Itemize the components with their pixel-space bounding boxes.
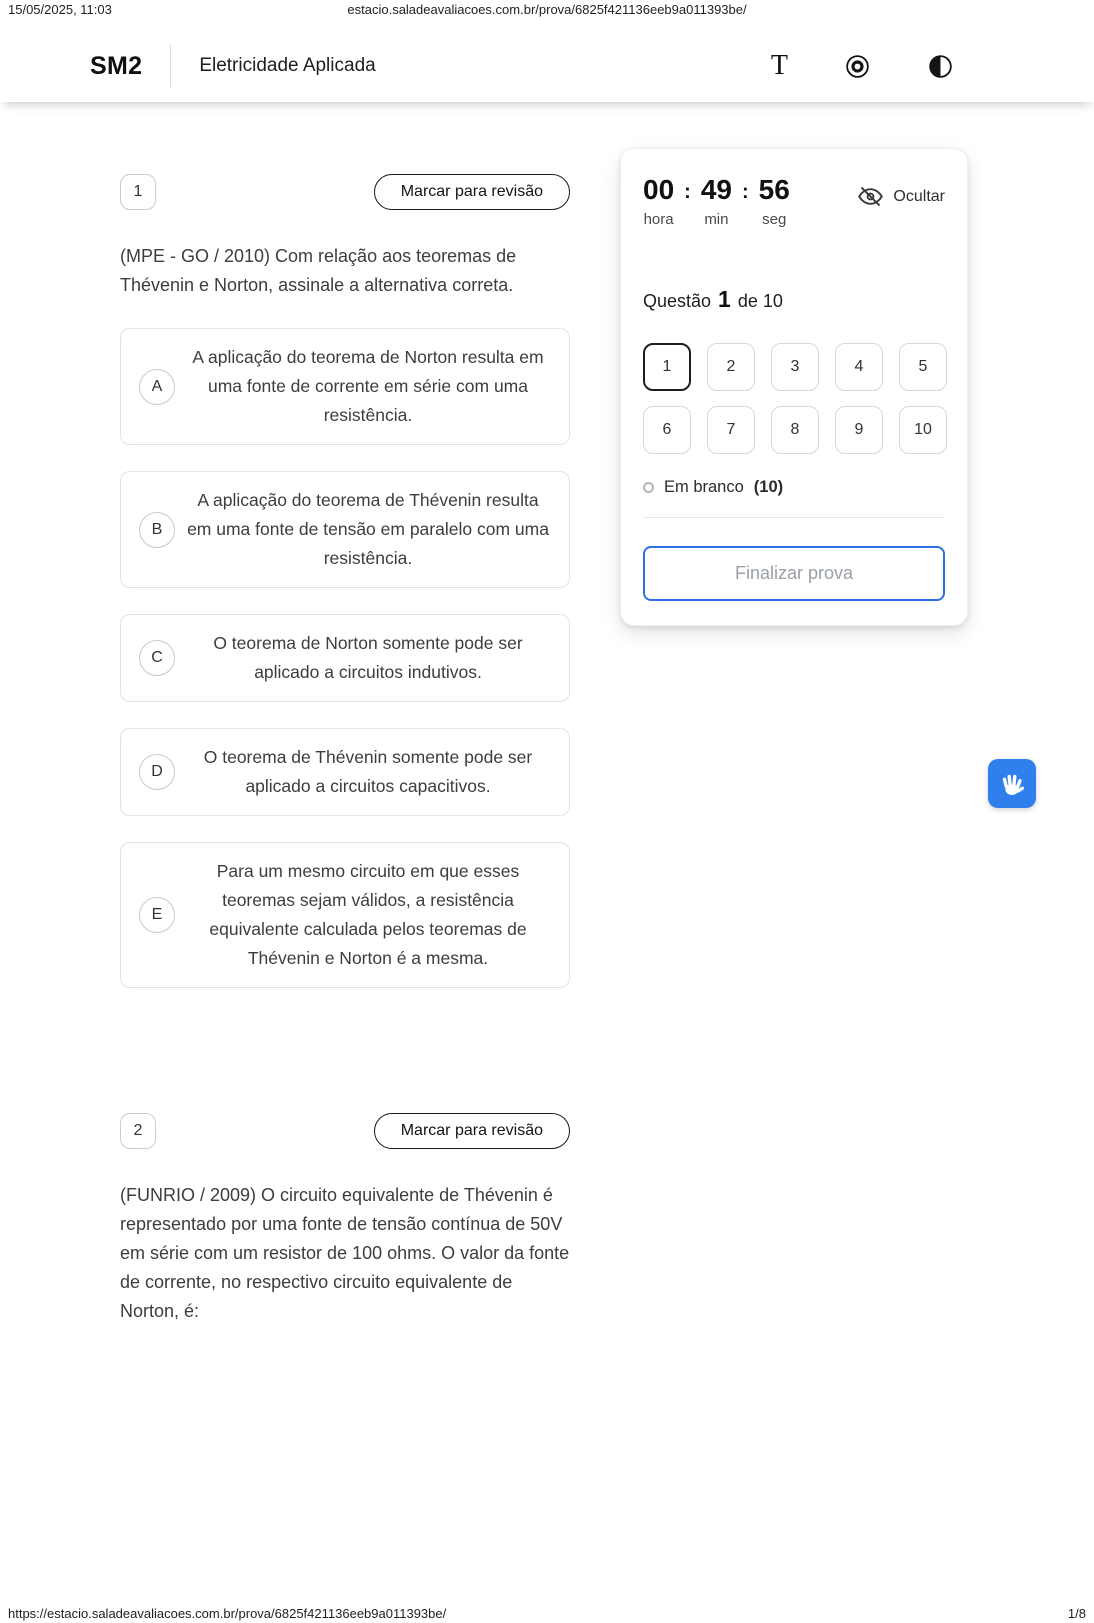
question-nav-button-6[interactable]: 6: [643, 406, 691, 454]
eye-off-icon: [857, 183, 884, 210]
question-1-header: [120, 174, 570, 210]
libras-hand-icon: [997, 769, 1027, 799]
focus-icon: [844, 53, 871, 80]
question-progress: [643, 286, 945, 313]
header-actions: [769, 50, 956, 82]
progress-current: 1: [718, 286, 731, 312]
print-header: [0, 2, 1094, 17]
question-text: (FUNRIO / 2009) O circuito equivalente de Thévenin é representado por uma fonte de tensão contínua de 50V em série com um resistor de 100 ohms. O valor da fonte de corrente, no respectivo circuito equivalente de Norton, é:: [120, 1185, 570, 1321]
option-c[interactable]: [120, 614, 570, 702]
mark-for-review-button[interactable]: Marcar para revisão: [374, 174, 570, 210]
question-number-badge: 2: [120, 1113, 156, 1149]
text-size-icon: T: [770, 50, 788, 81]
print-url: estacio.saladeavaliacoes.com.br/prova/6825f421136eeb9a011393be/: [347, 2, 747, 17]
print-header-spacer: [786, 2, 1086, 17]
question-nav-button-10[interactable]: 10: [899, 406, 947, 454]
option-letter: D: [139, 754, 175, 790]
option-letter: E: [139, 897, 175, 933]
question-2-header: [120, 1113, 570, 1149]
option-text: A aplicação do teorema de Thévenin resulta em uma fonte de tensão em paralelo com uma resistência.: [187, 490, 549, 568]
question-nav-button-7[interactable]: 7: [707, 406, 755, 454]
print-datetime: 15/05/2025, 11:03: [8, 2, 112, 17]
option-letter: B: [139, 512, 175, 548]
contrast-button[interactable]: [925, 51, 956, 82]
question-nav-button-4[interactable]: 4: [835, 343, 883, 391]
timer-seconds-value: 56: [758, 174, 790, 205]
question-nav-button-5[interactable]: 5: [899, 343, 947, 391]
timer-seconds: [759, 175, 790, 228]
question-nav-button-8[interactable]: 8: [771, 406, 819, 454]
timer-hours: [643, 175, 674, 228]
option-text: O teorema de Thévenin somente pode ser aplicado a circuitos capacitivos.: [203, 747, 533, 796]
blank-count: (10): [753, 478, 784, 496]
question-nav-grid: [643, 343, 945, 454]
hide-timer-label: Ocultar: [893, 187, 945, 205]
exam-sidebar: [620, 148, 968, 626]
question-nav-button-9[interactable]: 9: [835, 406, 883, 454]
progress-prefix: Questão: [643, 291, 712, 311]
options-list: [120, 328, 570, 988]
print-footer: [0, 1606, 1094, 1621]
question-nav-button-1[interactable]: 1: [643, 343, 691, 391]
focus-button[interactable]: [842, 51, 873, 82]
timer-hours-value: 00: [643, 174, 675, 205]
option-a[interactable]: [120, 328, 570, 445]
question-number-badge: 1: [120, 174, 156, 210]
timer-minutes-label: min: [704, 211, 729, 228]
print-page-indicator: 1/8: [1067, 1606, 1086, 1621]
blank-label: Em branco: [664, 478, 744, 496]
blank-marker-icon: [643, 482, 654, 493]
timer-minutes-value: 49: [700, 174, 732, 205]
finish-exam-button[interactable]: Finalizar prova: [643, 546, 945, 601]
progress-suffix: de 10: [737, 291, 783, 311]
timer-minutes: [701, 175, 732, 228]
timer: [643, 175, 945, 228]
blank-status: [643, 478, 945, 497]
question-text: (MPE - GO / 2010) Com relação aos teoremas de Thévenin e Norton, assinale a alternativa correta.: [120, 246, 517, 295]
app-header: [0, 30, 1094, 102]
option-text: A aplicação do teorema de Norton resulta em uma fonte de corrente em série com uma resistência.: [192, 347, 544, 425]
contrast-icon: [927, 53, 954, 80]
print-footer-url: https://estacio.saladeavaliacoes.com.br/prova/6825f421136eeb9a011393be/: [8, 1606, 447, 1621]
header-divider: [170, 45, 171, 87]
text-size-button[interactable]: [769, 50, 790, 82]
question-1: [120, 174, 570, 1014]
libras-accessibility-button[interactable]: [988, 759, 1036, 808]
timer-hours-label: hora: [643, 211, 674, 228]
mark-for-review-button[interactable]: Marcar para revisão: [374, 1113, 570, 1149]
option-letter: C: [139, 640, 175, 676]
question-2: [120, 1113, 570, 1326]
timer-seconds-label: seg: [762, 211, 787, 228]
course-title: Eletricidade Aplicada: [199, 55, 376, 76]
timer-separator: :: [741, 181, 749, 203]
option-b[interactable]: [120, 471, 570, 588]
app-logo: SM2: [90, 51, 143, 80]
question-nav-button-3[interactable]: 3: [771, 343, 819, 391]
sidebar-divider: [643, 517, 945, 518]
option-letter: A: [139, 369, 175, 405]
hide-timer-button[interactable]: [857, 183, 945, 210]
question-nav-button-2[interactable]: 2: [707, 343, 755, 391]
option-d[interactable]: [120, 728, 570, 816]
option-text: O teorema de Norton somente pode ser aplicado a circuitos indutivos.: [213, 633, 523, 682]
option-e[interactable]: [120, 842, 570, 988]
timer-separator: :: [684, 181, 691, 203]
option-text: Para um mesmo circuito em que esses teoremas sejam válidos, a resistência equivalente calculada pelos teoremas de Thévenin e Norton é a mesma.: [209, 861, 527, 968]
